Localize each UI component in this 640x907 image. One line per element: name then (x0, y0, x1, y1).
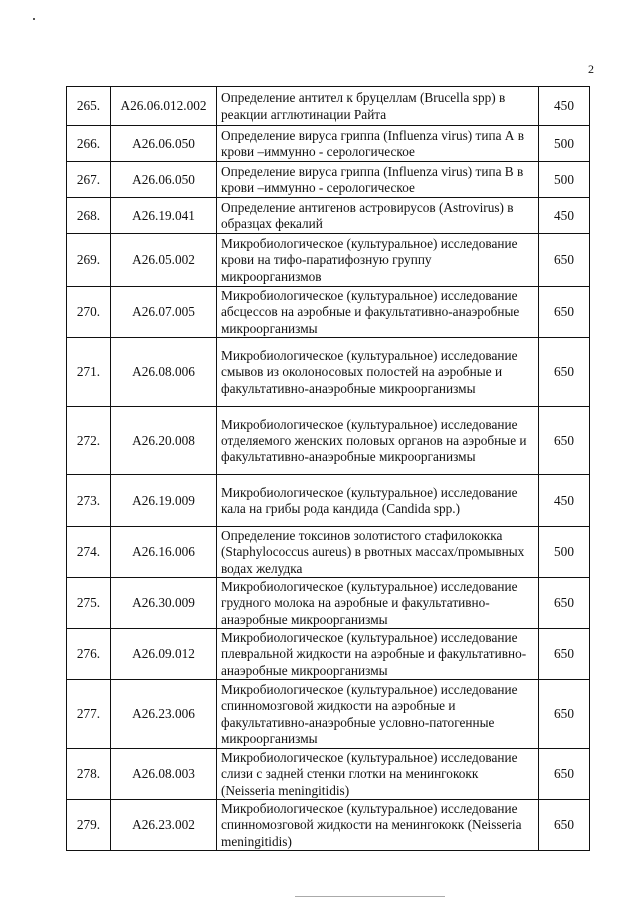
row-number: 278. (67, 749, 111, 800)
service-code: A26.08.006 (111, 338, 217, 407)
service-name: Микробиологическое (культуральное) исследование плевральной жидкости на аэробные и факультативно-анаэробные микроорганизмы (217, 629, 539, 680)
table-row (67, 126, 590, 162)
service-name: Микробиологическое (культуральное) исследование смывов из околоносовых полостей на аэробные и факультативно-анаэробные микроорганизмы (217, 338, 539, 407)
service-name: Определение вируса гриппа (Influenza virus) типа А в крови –иммунно - серологическое (217, 126, 539, 162)
service-price: 650 (539, 338, 590, 407)
table-row (67, 407, 590, 475)
scan-artifact-line (295, 896, 445, 897)
service-code: A26.05.002 (111, 234, 217, 287)
price-table-body (67, 87, 590, 851)
row-number: 268. (67, 198, 111, 234)
service-price: 650 (539, 629, 590, 680)
service-price: 500 (539, 527, 590, 578)
table-row (67, 287, 590, 338)
table-row (67, 629, 590, 680)
service-code: A26.08.003 (111, 749, 217, 800)
table-row (67, 800, 590, 851)
table-row (67, 749, 590, 800)
service-name: Микробиологическое (культуральное) исследование спинномозговой жидкости на менингококк (Neisseria meningitidis) (217, 800, 539, 851)
service-code: A26.20.008 (111, 407, 217, 475)
table-row (67, 162, 590, 198)
row-number: 271. (67, 338, 111, 407)
service-name: Микробиологическое (культуральное) исследование крови на тифо-паратифозную группу микроорганизмов (217, 234, 539, 287)
service-name: Микробиологическое (культуральное) исследование кала на грибы рода кандида (Candida spp.) (217, 475, 539, 527)
service-code: A26.16.006 (111, 527, 217, 578)
service-code: A26.09.012 (111, 629, 217, 680)
row-number: 274. (67, 527, 111, 578)
table-row (67, 234, 590, 287)
row-number: 279. (67, 800, 111, 851)
service-name: Микробиологическое (культуральное) исследование отделяемого женских половых органов на аэробные и факультативно-анаэробные микроорганизмы (217, 407, 539, 475)
service-name: Определение вируса гриппа (Influenza virus) типа В в крови –иммунно - серологическое (217, 162, 539, 198)
service-price: 650 (539, 749, 590, 800)
row-number: 275. (67, 578, 111, 629)
service-name: Микробиологическое (культуральное) исследование спинномозговой жидкости на аэробные и факультативно-анаэробные условно-патогенные микроорганизмы (217, 680, 539, 749)
service-code: A26.07.005 (111, 287, 217, 338)
service-code: A26.06.012.002 (111, 87, 217, 126)
table-row (67, 338, 590, 407)
table-row (67, 87, 590, 126)
table-row (67, 527, 590, 578)
row-number: 277. (67, 680, 111, 749)
service-code: A26.19.009 (111, 475, 217, 527)
service-code: A26.19.041 (111, 198, 217, 234)
price-table (66, 86, 590, 851)
service-price: 650 (539, 234, 590, 287)
row-number: 267. (67, 162, 111, 198)
service-price: 450 (539, 198, 590, 234)
service-price: 450 (539, 87, 590, 126)
row-number: 276. (67, 629, 111, 680)
service-price: 500 (539, 162, 590, 198)
scan-mark (33, 18, 35, 20)
row-number: 265. (67, 87, 111, 126)
row-number: 273. (67, 475, 111, 527)
service-name: Микробиологическое (культуральное) исследование грудного молока на аэробные и факультативно-анаэробные микроорганизмы (217, 578, 539, 629)
service-price: 450 (539, 475, 590, 527)
table-row (67, 680, 590, 749)
page-number: 2 (588, 62, 594, 76)
service-name: Определение антигенов астровирусов (Astrovirus) в образцах фекалий (217, 198, 539, 234)
service-price: 650 (539, 578, 590, 629)
service-code: A26.23.006 (111, 680, 217, 749)
service-name: Определение антител к бруцеллам (Brucella spp) в реакции агглютинации Райта (217, 87, 539, 126)
service-code: A26.06.050 (111, 126, 217, 162)
table-row (67, 475, 590, 527)
service-price: 650 (539, 407, 590, 475)
row-number: 266. (67, 126, 111, 162)
service-price: 500 (539, 126, 590, 162)
service-name: Определение токсинов золотистого стафилококка (Staphylococcus aureus) в рвотных массах/промывных водах желудка (217, 527, 539, 578)
table-row (67, 198, 590, 234)
table-row (67, 578, 590, 629)
service-name: Микробиологическое (культуральное) исследование абсцессов на аэробные и факультативно-анаэробные микроорганизмы (217, 287, 539, 338)
service-code: A26.06.050 (111, 162, 217, 198)
row-number: 269. (67, 234, 111, 287)
service-code: A26.23.002 (111, 800, 217, 851)
service-price: 650 (539, 287, 590, 338)
service-name: Микробиологическое (культуральное) исследование слизи с задней стенки глотки на менингококк (Neisseria meningitidis) (217, 749, 539, 800)
row-number: 272. (67, 407, 111, 475)
service-price: 650 (539, 680, 590, 749)
service-price: 650 (539, 800, 590, 851)
row-number: 270. (67, 287, 111, 338)
service-code: A26.30.009 (111, 578, 217, 629)
